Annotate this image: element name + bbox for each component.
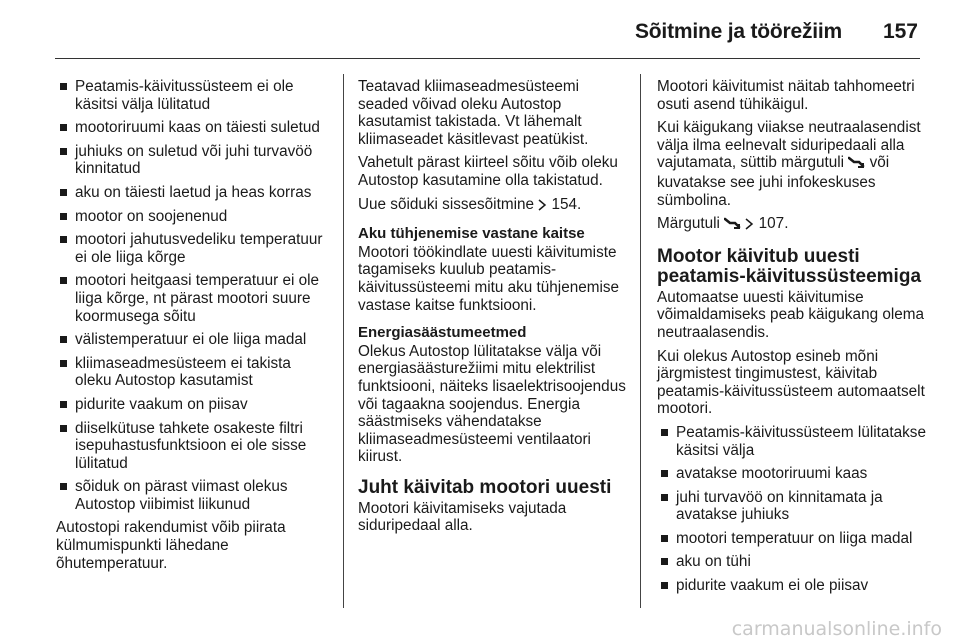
list-item: mootoriruumi kaas on täiesti suletud [56,119,326,137]
column-1 [56,78,326,578]
condition-list [56,78,326,513]
square-bullet-icon [60,277,67,284]
square-bullet-icon [661,582,668,589]
paragraph [657,215,927,235]
square-bullet-icon [661,429,668,436]
list-item: mootori heitgaasi temperatuur ei ole liiga kõrge, nt pärast mootori suure koormusega sõitu [56,272,326,325]
list-item: pidurite vaakum on piisav [56,396,326,414]
paragraph: Mootori käivitumist näitab tahhomeetri osuti asend tühikäigul. [657,78,915,113]
section-heading: Juht käivitab mootori uuesti [358,476,612,498]
list-item: kliimaseadmesüsteem ei takista oleku Autostop kasutamist [56,355,326,390]
square-bullet-icon [60,124,67,131]
autostop-indicator-icon [724,217,741,235]
watermark: carmanualsonline.info [731,618,942,640]
page-reference: 154. [551,195,582,213]
paragraph: Olekus Autostop lülitatakse välja või energiasäästurežiimi mitu elektrilist funktsiooni, näiteks lisaelektrisoojendus või tagaakna soojendus. Energia säästmiseks vähendatakse kliimaseadmesüsteemi ventilaatori kiirust. [358,342,626,466]
header-divider [55,58,920,59]
paragraph: Mootori käivitamiseks vajutada siduripedaal alla. [358,499,567,535]
reference-arrow-icon [538,198,547,216]
square-bullet-icon [60,401,67,408]
subheading: Energiasäästumeetmed [358,324,527,342]
paragraph: Vahetult pärast kiirteel sõitu võib oleku Autostop kasutamine olla takistatud. [358,154,618,189]
square-bullet-icon [60,425,67,432]
paragraph: Mootori töökindlate uuesti käivitumiste tagamiseks kuulub peatamis-käivitussüsteemi mitu aku tühjenemise vastase kaitse funktsiooni. [358,243,620,314]
list-item: juhi turvavöö on kinnitamata ja avatakse juhiuks [657,489,927,524]
paragraph-text: Märgutuli [657,215,720,233]
square-bullet-icon [60,213,67,220]
list-item: mootor on soojenenud [56,208,326,226]
column-3 [657,78,927,601]
list-item: sõiduk on pärast viimast olekus Autostop viibimist liikunud [56,478,326,513]
list-item: mootori temperatuur on liiga madal [657,530,927,548]
list-item: välistemperatuur ei ole liiga madal [56,331,326,349]
square-bullet-icon [60,483,67,490]
paragraph-text: Kui käigukang viiakse neutraalasendist välja ilma eelnevalt siduripedaali alla vajutamata, süttib märgutuli [657,119,921,172]
paragraph: Automaatse uuesti käivitumise võimaldamiseks peab käigukang olema neutraalasendis. [657,288,924,341]
list-item: avatakse mootoriruumi kaas [657,465,927,483]
column-divider [640,74,641,608]
autostop-indicator-icon [848,156,865,174]
square-bullet-icon [661,535,668,542]
list-item: pidurite vaakum ei ole piisav [657,577,927,595]
square-bullet-icon [661,558,668,565]
list-item: juhiuks on suletud või juhi turvavöö kinnitatud [56,143,326,178]
page-header [0,0,960,58]
paragraph-text: või kuvatakse see juhi infokeskuses sümbolina. [657,154,890,209]
list-item: aku on täiesti laetud ja heas korras [56,184,326,202]
square-bullet-icon [661,494,668,501]
column-divider [343,74,344,608]
square-bullet-icon [60,336,67,343]
paragraph [657,119,927,209]
square-bullet-icon [60,189,67,196]
list-item: mootori jahutusvedeliku temperatuur ei ole liiga kõrge [56,231,326,266]
paragraph: Autostopi rakendumist võib piirata külmumispunkti lähedane õhutemperatuur. [56,519,286,572]
list-item: diiselkütuse tahkete osakeste filtri isepuhastusfunktsioon ei ole sisse lülitatud [56,420,326,473]
page-reference: 107. [758,215,789,233]
page-number: 157 [882,20,918,43]
section-heading: Mootor käivitub uuesti peatamis-käivitussüsteemiga [657,245,922,287]
paragraph: Kui olekus Autostop esineb mõni järgmistest tingimustest, käivitab peatamis-käivitussüsteem automaatselt mootori. [657,347,925,418]
square-bullet-icon [60,236,67,243]
subheading: Aku tühjenemise vastane kaitse [358,225,585,243]
paragraph: Teatavad kliimaseadmesüsteemi seaded võivad oleku Autostop kasutamist takistada. Vt lähemalt kliimaseadet käsitlevast peatükist. [358,78,589,148]
restart-condition-list [657,424,927,595]
square-bullet-icon [661,470,668,477]
page-title: Sõitmine ja töörežiim [635,20,842,43]
square-bullet-icon [60,148,67,155]
square-bullet-icon [60,360,67,367]
column-2 [358,78,628,541]
paragraph-text: Uue sõiduki sissesõitmine [358,195,534,213]
list-item: Peatamis-käivitussüsteem ei ole käsitsi välja lülitatud [56,78,326,113]
reference-arrow-icon [745,217,754,235]
list-item: Peatamis-käivitussüsteem lülitatakse käsitsi välja [657,424,927,459]
list-item: aku on tühi [657,553,927,571]
square-bullet-icon [60,83,67,90]
paragraph [358,196,628,216]
